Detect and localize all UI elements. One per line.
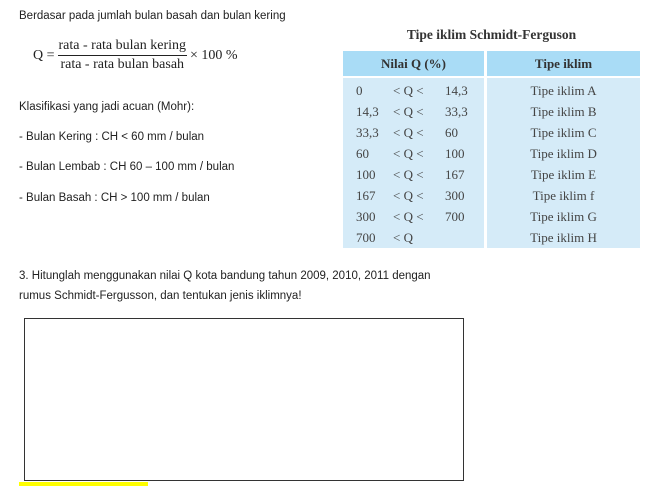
q-lower-bound: 700: [356, 230, 376, 245]
schmidt-ferguson-table: [343, 51, 640, 248]
classification-heading: Klasifikasi yang jadi acuan (Mohr):: [19, 101, 195, 113]
formula-denominator: rata - rata bulan basah: [60, 57, 185, 72]
q-lower-bound: 0: [356, 83, 363, 98]
question-line-1: 3. Hitunglah menggunakan nilai Q kota bandung tahun 2009, 2010, 2011 dengan: [19, 270, 431, 282]
q-upper-bound: 700: [445, 209, 465, 224]
table-title: Tipe iklim Schmidt-Ferguson: [406, 27, 577, 42]
q-lower-bound: 60: [356, 146, 369, 161]
q-upper-bound: 60: [445, 125, 458, 140]
formula-multiplier: × 100 %: [190, 47, 238, 63]
climate-type: Tipe iklim A: [530, 83, 597, 98]
climate-type: Tipe iklim E: [530, 167, 597, 182]
q-operator: < Q <: [393, 188, 424, 203]
intro-text: Berdasar pada jumlah bulan basah dan bulan kering: [19, 10, 286, 22]
q-upper-bound: 100: [445, 146, 465, 161]
q-upper-bound: 167: [445, 167, 465, 182]
q-lower-bound: 33,3: [356, 125, 379, 140]
formula-numerator: rata - rata bulan kering: [58, 38, 188, 56]
climate-type: Tipe iklim C: [530, 125, 597, 140]
q-upper-bound: 14,3: [445, 83, 468, 98]
q-lower-bound: 14,3: [356, 104, 379, 119]
question-line-2: rumus Schmidt-Fergusson, dan tentukan jenis iklimnya!: [19, 290, 302, 302]
answer-box[interactable]: [24, 318, 464, 481]
climate-type: Tipe iklim G: [530, 209, 597, 224]
classification-item: - Bulan Kering : CH < 60 mm / bulan: [19, 131, 205, 143]
q-upper-bound: 33,3: [445, 104, 468, 119]
q-operator: < Q <: [393, 104, 424, 119]
yellow-highlight: [19, 482, 148, 486]
q-operator: < Q <: [393, 125, 424, 140]
q-operator: < Q <: [393, 83, 424, 98]
q-operator: < Q <: [393, 209, 424, 224]
formula-fraction: [58, 38, 188, 73]
q-operator: < Q: [393, 230, 413, 245]
q-lower-bound: 300: [356, 209, 376, 224]
climate-type: Tipe iklim D: [530, 146, 597, 161]
classification-item: - Bulan Basah : CH > 100 mm / bulan: [19, 192, 210, 204]
header-nilai-q: Nilai Q (%): [343, 51, 484, 76]
formula-lhs: Q =: [33, 47, 55, 63]
header-tipe-iklim: Tipe iklim: [487, 51, 640, 76]
q-operator: < Q <: [393, 167, 424, 182]
climate-type: Tipe iklim H: [530, 230, 597, 245]
q-operator: < Q <: [393, 146, 424, 161]
q-upper-bound: 300: [445, 188, 465, 203]
classification-item: - Bulan Lembab : CH 60 – 100 mm / bulan: [19, 161, 235, 173]
q-lower-bound: 100: [356, 167, 376, 182]
climate-type: Tipe iklim B: [530, 104, 597, 119]
climate-type: Tipe iklim f: [532, 188, 595, 203]
q-formula: [33, 38, 238, 73]
q-lower-bound: 167: [356, 188, 376, 203]
